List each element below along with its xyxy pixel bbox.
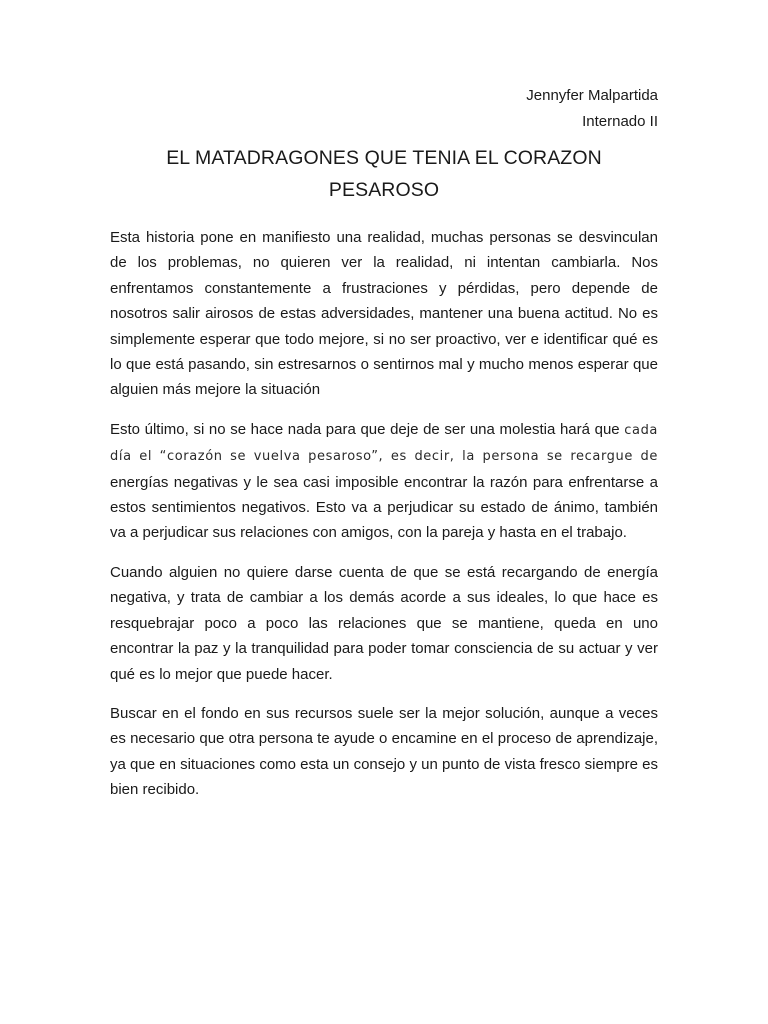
document-title	[110, 142, 658, 206]
paragraph-4: Buscar en el fondo en sus recursos suele ser la mejor solución, aunque a veces es necesario que otra persona te ayude o encamine en el proceso de aprendizaje, ya que en situaciones como esta un consejo y un punto de vista fresco siempre es bien recibido.	[110, 704, 658, 799]
paragraph-2-part-2: cada día el “corazón se vuelva pesaroso”, es decir, la persona se recargue de	[110, 422, 658, 465]
paragraph-2-part-3: energías negativas y le sea casi imposible encontrar la razón para enfrentarse a estos sentimientos negativos. Esto va a perjudicar su estado de ánimo, también va a perjudicar sus relaciones con amigos, con la pareja y hasta en el trabajo.	[110, 473, 658, 542]
course-name: Internado II	[582, 113, 658, 130]
title-line-2: PESAROSO	[328, 179, 440, 201]
paragraph-2	[110, 417, 658, 546]
paragraph-1: Esta historia pone en manifiesto una realidad, muchas personas se desvinculan de los problemas, no quieren ver la realidad, ni intentan cambiarla. Nos enfrentamos constantemente a frustraciones y pérdidas, pero depende de nosotros salir airosos de estas adversidades, mantener una buena actitud. No es simplemente esperar que todo mejore, si no ser proactivo, ver e identificar qué es lo que está pasando, sin estresarnos o sentirnos mal y mucho menos esperar que alguien más mejore la situación	[110, 229, 658, 399]
document-body	[110, 225, 658, 817]
paragraph-3: Cuando alguien no quiere darse cuenta de que se está recargando de energía negativa, y trata de cambiar a los demás acorde a sus ideales, lo que hace es resquebrajar poco a poco las relaciones que se mantiene, queda en uno encontrar la paz y la tranquilidad para poder tomar consciencia de su actuar y ver qué es lo mejor que puede hacer.	[110, 563, 658, 683]
title-line-1: EL MATADRAGONES QUE TENIA EL CORAZON	[166, 147, 602, 169]
paragraph-2-part-1: Esto último, si no se hace nada para que deje de ser una molestia hará que	[110, 420, 625, 438]
author-name: Jennyfer Malpartida	[526, 87, 658, 104]
